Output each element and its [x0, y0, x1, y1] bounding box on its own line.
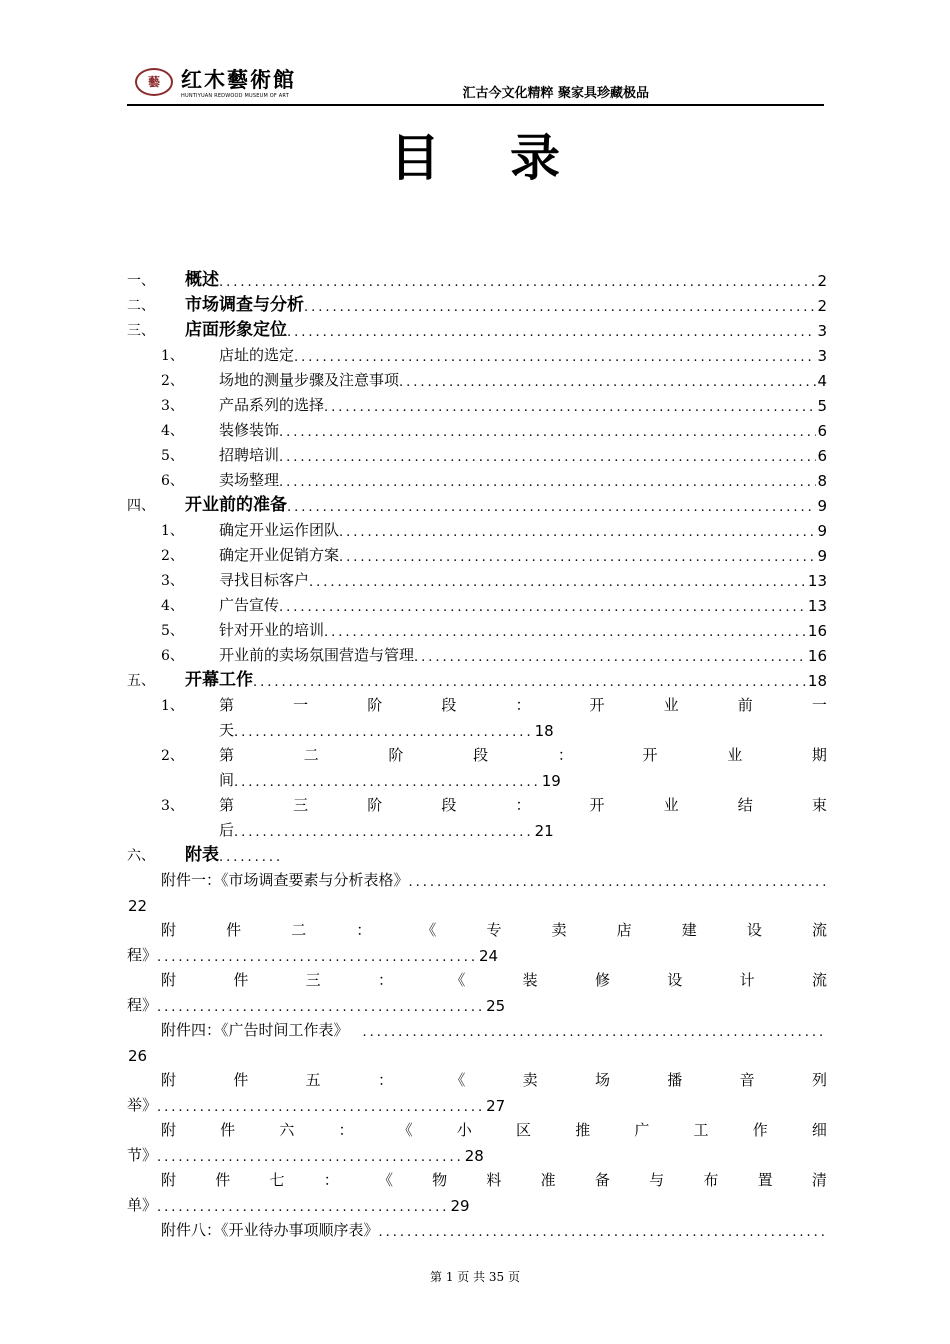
- toc-label-char: 设: [667, 971, 683, 989]
- toc-appendix-8[interactable]: [127, 1215, 827, 1240]
- toc-label: 场地的测量步骤及注意事项: [219, 371, 400, 389]
- toc-label-spread: [219, 694, 827, 715]
- toc-leader: .............................................: [157, 950, 478, 965]
- toc-page: 28: [464, 1147, 484, 1165]
- toc-entry-5-3[interactable]: [127, 790, 827, 815]
- toc-number: 二、: [127, 298, 155, 314]
- toc-label-tail: 程》: [127, 996, 158, 1014]
- toc-leader: [294, 350, 816, 365]
- toc-label-char: ：: [377, 1071, 393, 1089]
- toc-number: 6、: [161, 473, 184, 489]
- toc-label-char: 作: [752, 1121, 768, 1139]
- toc-leader: [279, 450, 816, 465]
- toc-page: 6: [817, 422, 827, 440]
- toc-label-char: 卖: [522, 1071, 538, 1089]
- toc-label: 开幕工作: [185, 670, 253, 690]
- toc-entry-4-1[interactable]: [127, 515, 827, 540]
- toc-label-spread: [161, 969, 827, 990]
- toc-label: 装修装饰: [219, 421, 280, 439]
- toc-leader: [287, 500, 816, 515]
- toc-label-char: 件: [226, 921, 242, 939]
- toc-label-char: 小: [456, 1121, 472, 1139]
- toc-appendix-3-cont[interactable]: [127, 990, 827, 1015]
- toc-number: 1、: [161, 348, 184, 364]
- toc-label-char: 准: [540, 1171, 556, 1189]
- toc-page: 18: [534, 722, 554, 740]
- toc-label-char: 列: [811, 1071, 827, 1089]
- toc-label-char: 附: [161, 1071, 177, 1089]
- toc-label: 确定开业促销方案: [219, 546, 340, 564]
- toc-entry-2[interactable]: [127, 290, 827, 315]
- toc-label: 附件一：《市场调查要素与分析表格》: [161, 871, 409, 889]
- toc-label-spread: [219, 794, 827, 815]
- toc-label-char: 一: [811, 696, 827, 714]
- toc-label-tail: 天: [219, 721, 235, 739]
- toc-appendix-1-cont[interactable]: [127, 890, 827, 915]
- toc-number: 3、: [161, 573, 184, 589]
- toc-page: 3: [817, 347, 827, 365]
- toc-leader: [279, 600, 807, 615]
- page-title: 目录: [390, 129, 630, 187]
- toc-label-char: 《: [450, 971, 466, 989]
- toc-entry-4-4[interactable]: [127, 590, 827, 615]
- toc-entry-4-3[interactable]: [127, 565, 827, 590]
- toc-leader: [414, 650, 807, 665]
- toc-leader: [349, 1025, 827, 1040]
- toc-entry-4-2[interactable]: [127, 540, 827, 565]
- toc-page: 19: [541, 772, 561, 790]
- toc-label-char: 音: [739, 1071, 755, 1089]
- toc-label-char: 备: [594, 1171, 610, 1189]
- toc-label-char: 细: [811, 1121, 827, 1139]
- toc-label-char: 开: [642, 746, 658, 764]
- logo-seal-icon: 藝: [135, 68, 173, 96]
- toc-leader: [279, 425, 816, 440]
- toc-page: 29: [450, 1197, 470, 1215]
- toc-entry-5-3-cont[interactable]: [127, 815, 827, 840]
- toc-leader: [324, 400, 816, 415]
- toc-label-tail: 节》: [127, 1146, 158, 1164]
- toc-label-spread: [161, 1119, 827, 1140]
- toc-page: 13: [807, 597, 827, 615]
- toc-appendix-7-cont[interactable]: [127, 1190, 827, 1215]
- toc-label-char: 阶: [367, 696, 383, 714]
- toc-page: 16: [807, 647, 827, 665]
- toc-entry-1[interactable]: [127, 265, 827, 290]
- toc-appendix-1[interactable]: [127, 865, 827, 890]
- toc-number: 3、: [161, 798, 184, 814]
- toc-label-char: 附: [161, 971, 177, 989]
- toc-label-char: 三: [293, 796, 309, 814]
- toc-entry-5-2[interactable]: [127, 740, 827, 765]
- toc-page: 2: [817, 297, 827, 315]
- toc-leader: [399, 375, 816, 390]
- toc-label-char: 物: [432, 1171, 448, 1189]
- toc-label-spread: [161, 1069, 827, 1090]
- toc-entry-5-2-cont[interactable]: [127, 765, 827, 790]
- toc-appendix-2-cont[interactable]: [127, 940, 827, 965]
- toc-label: 店址的选定: [219, 346, 295, 364]
- toc-appendix-2[interactable]: [127, 915, 827, 940]
- toc-label-char: 设: [746, 921, 762, 939]
- toc-entry-5-1[interactable]: [127, 690, 827, 715]
- toc-label: 广告宣传: [219, 596, 280, 614]
- toc-label-char: 阶: [367, 796, 383, 814]
- toc-label-char: 一: [293, 696, 309, 714]
- toc-label: 附件四：《广告时间工作表》: [161, 1021, 349, 1039]
- toc-label-char: 置: [757, 1171, 773, 1189]
- toc-leader: [304, 300, 816, 315]
- toc-label: 寻找目标客户: [219, 571, 310, 589]
- logo-name: 红木藝術館: [181, 67, 296, 92]
- toc-number: 3、: [161, 398, 184, 414]
- toc-label-char: 业: [663, 796, 679, 814]
- toc-appendix-7[interactable]: [127, 1165, 827, 1190]
- toc-label-char: 件: [215, 1171, 231, 1189]
- toc-label-char: 推: [575, 1121, 591, 1139]
- toc-entry-4-6[interactable]: [127, 640, 827, 665]
- toc-entry-5[interactable]: [127, 665, 827, 690]
- toc-label-char: 开: [589, 796, 605, 814]
- toc-appendix-5[interactable]: [127, 1065, 827, 1090]
- toc-number: 一、: [127, 273, 155, 289]
- toc-leader: ..............................................: [157, 1100, 486, 1115]
- toc-label: 产品系列的选择: [219, 396, 325, 414]
- toc-label: 针对开业的培训: [219, 621, 325, 639]
- toc-label-spread: [219, 744, 827, 765]
- toc-label-char: 卖: [551, 921, 567, 939]
- toc-label-char: ：: [515, 796, 531, 814]
- toc-label-char: 料: [486, 1171, 502, 1189]
- toc-appendix-4-cont[interactable]: [127, 1040, 827, 1065]
- toc-appendix-5-cont[interactable]: [127, 1090, 827, 1115]
- toc-label-tail: 单》: [127, 1196, 158, 1214]
- toc-number: 1、: [161, 698, 184, 714]
- toc-label-char: 附: [161, 921, 177, 939]
- toc-leader: [379, 1225, 827, 1240]
- toc-label-char: 专: [486, 921, 502, 939]
- toc-number: 2、: [161, 373, 184, 389]
- toc-leader: ..........................................: [234, 825, 534, 840]
- toc-label-char: 附: [161, 1121, 177, 1139]
- toc-label-char: 二: [303, 746, 319, 764]
- header-slogan: 汇古今文化精粹 聚家具珍藏极品: [462, 86, 649, 101]
- toc-label-char: 流: [811, 971, 827, 989]
- toc-number: 六、: [127, 848, 155, 864]
- toc-entry-6[interactable]: [127, 840, 827, 865]
- toc-page: 8: [817, 472, 827, 490]
- toc-number: 五、: [127, 673, 155, 689]
- toc-leader: ...........................................: [157, 1150, 464, 1165]
- toc-page: 9: [817, 497, 827, 515]
- toc-number: 4、: [161, 598, 184, 614]
- toc-label-char: 《: [421, 921, 437, 939]
- toc-label-char: ：: [515, 696, 531, 714]
- toc-entry-3-2[interactable]: [127, 365, 827, 390]
- toc-number: 5、: [161, 623, 184, 639]
- toc-leader: .........: [219, 850, 284, 865]
- toc-entry-5-1-cont[interactable]: [127, 715, 827, 740]
- toc-label-char: 工: [693, 1121, 709, 1139]
- toc-label-char: ：: [323, 1171, 339, 1189]
- toc-page: 5: [817, 397, 827, 415]
- toc-number: 2、: [161, 548, 184, 564]
- toc-page: 13: [807, 572, 827, 590]
- toc-number: 四、: [127, 498, 155, 514]
- toc-label-tail: 后: [219, 821, 235, 839]
- toc-page: 18: [807, 672, 827, 690]
- toc-label-char: 与: [649, 1171, 665, 1189]
- toc-number: 三、: [127, 323, 155, 339]
- toc-label-char: ：: [557, 746, 573, 764]
- toc-label-char: 段: [441, 796, 457, 814]
- toc-leader: ..........................................: [234, 725, 534, 740]
- toc-entry-3-3[interactable]: [127, 390, 827, 415]
- toc-number: 2、: [161, 748, 184, 764]
- toc-label-char: 《: [377, 1171, 393, 1189]
- toc-number: 6、: [161, 648, 184, 664]
- toc-page: 6: [817, 447, 827, 465]
- toc-label-char: 件: [233, 971, 249, 989]
- toc-label: 附件八：《开业待办事项顺序表》: [161, 1221, 379, 1239]
- toc-label-char: 开: [589, 696, 605, 714]
- toc-leader: [324, 625, 807, 640]
- toc-label-char: 《: [397, 1121, 413, 1139]
- toc-leader: [279, 475, 816, 490]
- toc-label: 开业前的卖场氛围营造与管理: [219, 646, 415, 664]
- toc-label-char: 第: [219, 696, 235, 714]
- toc-label-char: 广: [634, 1121, 650, 1139]
- toc-number: 5、: [161, 448, 184, 464]
- toc-label-char: 修: [594, 971, 610, 989]
- toc-page: 22: [128, 897, 148, 915]
- toc-label-char: 附: [161, 1171, 177, 1189]
- toc-label-spread: [161, 1169, 827, 1190]
- toc-label: 确定开业运作团队: [219, 521, 340, 539]
- toc-label: 附表: [185, 845, 219, 865]
- toc-leader: [339, 550, 816, 565]
- toc-label-char: 六: [279, 1121, 295, 1139]
- toc-leader: [219, 275, 816, 290]
- toc-label-char: 区: [516, 1121, 532, 1139]
- toc-leader: [339, 525, 816, 540]
- toc-entry-3-1[interactable]: [127, 340, 827, 365]
- toc-label-char: 装: [522, 971, 538, 989]
- toc-label-spread: [161, 919, 827, 940]
- toc-page: 26: [128, 1047, 148, 1065]
- toc-label-char: 播: [667, 1071, 683, 1089]
- toc-label-char: ：: [377, 971, 393, 989]
- toc-label-char: 前: [737, 696, 753, 714]
- toc-label-char: 件: [220, 1121, 236, 1139]
- toc-label-char: 第: [219, 796, 235, 814]
- table-of-contents: [127, 265, 827, 1240]
- toc-page: 9: [817, 522, 827, 540]
- toc-leader: [409, 875, 827, 890]
- toc-page: 21: [534, 822, 554, 840]
- toc-number: 4、: [161, 423, 184, 439]
- toc-label-char: 件: [233, 1071, 249, 1089]
- toc-label-tail: 间: [219, 771, 235, 789]
- toc-label-char: ：: [338, 1121, 354, 1139]
- toc-leader: [309, 575, 807, 590]
- toc-page: 2: [817, 272, 827, 290]
- toc-page: 9: [817, 547, 827, 565]
- toc-leader: .........................................: [157, 1200, 450, 1215]
- page-header: [127, 62, 824, 106]
- toc-label-char: 场: [594, 1071, 610, 1089]
- toc-leader: ...........................................: [234, 775, 541, 790]
- toc-entry-3[interactable]: [127, 315, 827, 340]
- toc-label: 概述: [185, 270, 219, 290]
- page-footer: 第 1 页 共 35 页: [430, 1270, 520, 1284]
- toc-label: 开业前的准备: [185, 495, 287, 515]
- toc-entry-3-4[interactable]: [127, 415, 827, 440]
- toc-entry-3-5[interactable]: [127, 440, 827, 465]
- toc-label-char: 结: [737, 796, 753, 814]
- logo-subtitle: HUNTIYUAN REDWOOD MUSEUM OF ART: [181, 93, 289, 99]
- toc-label-char: 业: [727, 746, 743, 764]
- toc-label-char: 店: [616, 921, 632, 939]
- toc-label-tail: 举》: [127, 1096, 158, 1114]
- toc-label-char: 业: [663, 696, 679, 714]
- toc-label: 市场调查与分析: [185, 295, 304, 315]
- toc-page: 24: [478, 947, 499, 965]
- toc-page: 4: [817, 372, 827, 390]
- toc-leader: [287, 325, 816, 340]
- toc-label-char: 束: [811, 796, 827, 814]
- toc-label: 店面形象定位: [185, 320, 287, 340]
- toc-page: 16: [807, 622, 827, 640]
- toc-label-char: 建: [681, 921, 697, 939]
- toc-label-char: 布: [703, 1171, 719, 1189]
- toc-label-char: 流: [811, 921, 827, 939]
- toc-label-char: 阶: [388, 746, 404, 764]
- toc-entry-4[interactable]: [127, 490, 827, 515]
- toc-label-char: 清: [811, 1171, 827, 1189]
- toc-label-char: 第: [219, 746, 235, 764]
- toc-leader: ..............................................: [157, 1000, 486, 1015]
- toc-appendix-6-cont[interactable]: [127, 1140, 827, 1165]
- toc-entry-4-5[interactable]: [127, 615, 827, 640]
- toc-label-char: 《: [450, 1071, 466, 1089]
- toc-label: 卖场整理: [219, 471, 280, 489]
- toc-label-char: 五: [305, 1071, 321, 1089]
- toc-label-char: 二: [291, 921, 307, 939]
- toc-page: 3: [817, 322, 827, 340]
- toc-label-char: 三: [305, 971, 321, 989]
- toc-label-char: 段: [441, 696, 457, 714]
- toc-label-char: 期: [811, 746, 827, 764]
- toc-appendix-6[interactable]: [127, 1115, 827, 1140]
- toc-label-char: 段: [473, 746, 489, 764]
- toc-label-char: 七: [269, 1171, 285, 1189]
- toc-label-char: ：: [356, 921, 372, 939]
- toc-number: 1、: [161, 523, 184, 539]
- toc-appendix-4[interactable]: [127, 1015, 827, 1040]
- toc-label: 招聘培训: [219, 446, 280, 464]
- museum-logo: [135, 64, 305, 104]
- toc-label-tail: 程》: [127, 946, 158, 964]
- toc-label-char: 计: [739, 971, 755, 989]
- toc-entry-3-6[interactable]: [127, 465, 827, 490]
- toc-leader: [253, 675, 807, 690]
- toc-appendix-3[interactable]: [127, 965, 827, 990]
- toc-page: 27: [486, 1097, 506, 1115]
- toc-page: 25: [486, 997, 506, 1015]
